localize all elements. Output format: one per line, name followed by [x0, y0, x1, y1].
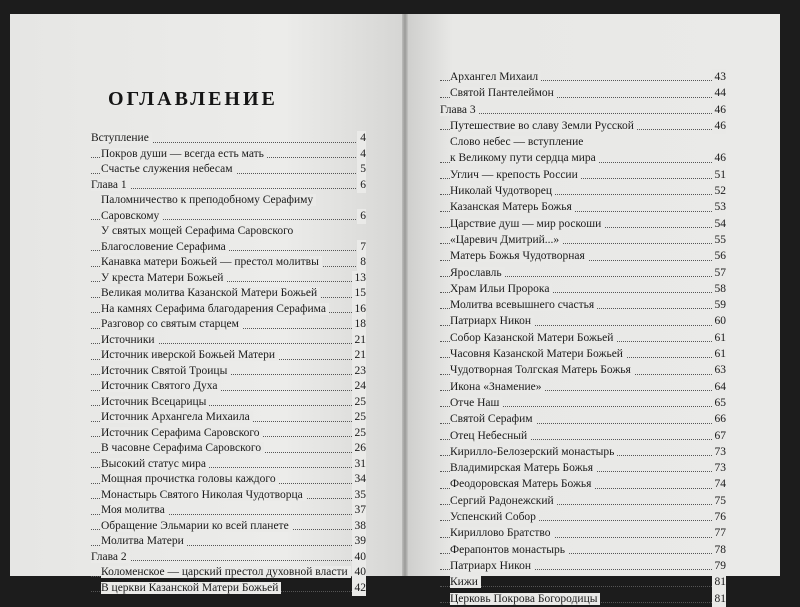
toc-entry-title: Коломенское — царский престол духовной власти	[101, 566, 351, 578]
toc-entry	[91, 410, 366, 426]
toc-entry	[91, 441, 366, 457]
toc-page-number: 78	[712, 542, 727, 558]
toc-entry-title: Благословение Серафима	[101, 241, 229, 253]
toc-entry	[91, 472, 366, 488]
toc-page-number: 18	[352, 317, 367, 333]
toc-entry-title: Молитва всевышнего счастья	[450, 299, 597, 311]
toc-entry	[440, 558, 726, 574]
toc-page-number: 42	[352, 581, 367, 597]
toc-page-number: 53	[712, 199, 727, 215]
toc-leader-dots	[91, 188, 366, 189]
toc-page-number: 59	[712, 297, 727, 313]
toc-page-number: 81	[712, 591, 727, 607]
toc-entry-title: Источник Всецарицы	[101, 396, 209, 408]
toc-entry-title: Углич — крепость России	[450, 169, 581, 181]
toc-entry-title: Святой Серафим	[450, 413, 536, 425]
toc-entry-title: Церковь Покрова Богородицы	[450, 593, 600, 605]
toc-entry	[440, 85, 726, 101]
toc-title: ОГЛАВЛЕНИЕ	[108, 88, 278, 110]
toc-entry-title: Собор Казанской Матери Божьей	[450, 332, 616, 344]
toc-entry-title: Кижи	[450, 576, 481, 588]
toc-entry-title: Икона «Знамение»	[450, 381, 545, 393]
toc-entry	[91, 286, 366, 302]
toc-page-number: 79	[712, 558, 727, 574]
toc-page-number: 34	[352, 472, 367, 488]
toc-entry	[440, 525, 726, 541]
toc-page-number: 4	[357, 131, 366, 147]
book-spread	[10, 14, 780, 605]
toc-page-number: 63	[712, 362, 727, 378]
toc-page-number: 23	[352, 364, 367, 380]
toc-entry	[440, 574, 726, 590]
toc-page-number: 40	[352, 550, 367, 566]
toc-entry	[440, 248, 726, 264]
toc-entry-title: Феодоровская Матерь Божья	[450, 478, 594, 490]
toc-entry	[91, 457, 366, 473]
toc-entry	[440, 313, 726, 329]
toc-entry	[91, 348, 366, 364]
toc-entry-title: «Царевич Дмитрий...»	[450, 234, 562, 246]
toc-entry-title: Источник иверской Божьей Матери	[101, 349, 278, 361]
toc-entry	[91, 209, 366, 225]
toc-page-number: 8	[357, 255, 366, 271]
toc-entry-title: Глава 1	[91, 179, 130, 191]
toc-page-number: 81	[712, 574, 727, 590]
toc-page-number: 16	[352, 302, 367, 318]
toc-page-number: 52	[712, 183, 727, 199]
toc-chapter	[91, 131, 366, 147]
toc-entry-title: Патриарх Никон	[450, 315, 534, 327]
toc-page-number: 46	[712, 102, 727, 118]
toc-entry	[440, 281, 726, 297]
toc-chapter	[91, 178, 366, 194]
toc-page-number: 76	[712, 509, 727, 525]
toc-entry-title: Источник Святой Троицы	[101, 365, 230, 377]
toc-entry-title: На камнях Серафима благодарения Серафима	[101, 303, 329, 315]
toc-entry	[440, 118, 726, 134]
toc-page-number: 25	[352, 426, 367, 442]
toc-entry-title: Успенский Собор	[450, 511, 539, 523]
toc-entry	[91, 395, 366, 411]
toc-entry	[91, 534, 366, 550]
toc-entry-title: Источник Серафима Саровского	[101, 427, 263, 439]
toc-entry-title: Храм Ильи Пророка	[450, 283, 552, 295]
toc-entry	[91, 317, 366, 333]
toc-entry	[440, 69, 726, 85]
toc-entry	[91, 503, 366, 519]
toc-entry-title: Источники	[101, 334, 158, 346]
toc-entry-title: Слово небес — вступление	[450, 136, 586, 148]
toc-entry-title: Саровскому	[101, 210, 162, 222]
toc-entry-title: Молитва Матери	[101, 535, 187, 547]
toc-entry-title: Обращение Эльмарии ко всей планете	[101, 520, 292, 532]
toc-page-number: 74	[712, 476, 727, 492]
toc-entry	[91, 271, 366, 287]
toc-entry-title: Высокий статус мира	[101, 458, 209, 470]
toc-entry	[440, 330, 726, 346]
toc-page-number: 73	[712, 460, 727, 476]
toc-entry-title: Часовня Казанской Матери Божьей	[450, 348, 626, 360]
toc-entry	[440, 476, 726, 492]
toc-page-number: 26	[352, 441, 367, 457]
toc-entry-title: Святой Пантелеймон	[450, 87, 557, 99]
toc-page-number: 65	[712, 395, 727, 411]
toc-entry-title: Канавка матери Божьей — престол молитвы	[101, 256, 322, 268]
toc-page-number: 21	[352, 348, 367, 364]
toc-entry-title: В часовне Серафима Саровского	[101, 442, 264, 454]
toc-page-number: 46	[712, 150, 727, 166]
toc-entry-title: Ферапонтов монастырь	[450, 544, 568, 556]
toc-page-number: 55	[712, 232, 727, 248]
toc-entry	[91, 519, 366, 535]
toc-page-number: 61	[712, 346, 727, 362]
toc-page-number: 44	[712, 85, 727, 101]
toc-page-number: 66	[712, 411, 727, 427]
toc-entry	[440, 362, 726, 378]
toc-entry	[440, 297, 726, 313]
toc-entry	[440, 265, 726, 281]
toc-entry-title: Царствие душ — мир роскоши	[450, 218, 604, 230]
toc-entry-title: Патриарх Никон	[450, 560, 534, 572]
toc-entry-title: Казанская Матерь Божья	[450, 201, 575, 213]
toc-entry-title: Путешествие во славу Земли Русской	[450, 120, 637, 132]
toc-entry	[440, 460, 726, 476]
toc-entry-title: Паломничество к преподобному Серафиму	[101, 194, 316, 206]
toc-entry-title: Моя молитва	[101, 504, 168, 516]
toc-entry	[91, 333, 366, 349]
toc-page-number: 25	[352, 395, 367, 411]
toc-page-number: 43	[712, 69, 727, 85]
toc-entry	[440, 428, 726, 444]
left-page	[10, 14, 402, 594]
toc-entry	[440, 493, 726, 509]
toc-entry	[91, 147, 366, 163]
toc-chapter	[440, 102, 726, 118]
toc-entry	[440, 395, 726, 411]
toc-entry-title: к Великому пути сердца мира	[450, 152, 599, 164]
right-page	[408, 14, 780, 605]
toc-entry	[440, 150, 726, 166]
toc-entry	[440, 509, 726, 525]
toc-entry	[91, 565, 366, 581]
toc-entry-title: Матерь Божья Чудотворная	[450, 250, 588, 262]
toc-page-number: 13	[352, 271, 367, 287]
toc-entry	[440, 199, 726, 215]
toc-page-number: 35	[352, 488, 367, 504]
toc-page-number: 73	[712, 444, 727, 460]
toc-entry-title: У креста Матери Божьей	[101, 272, 226, 284]
toc-page-number: 56	[712, 248, 727, 264]
toc-entry	[440, 183, 726, 199]
toc-entry-title: У святых мощей Серафима Саровского	[101, 225, 296, 237]
toc-page-number: 60	[712, 313, 727, 329]
toc-page-number: 5	[357, 162, 366, 178]
toc-entry-title: Глава 3	[440, 104, 479, 116]
toc-page-number: 15	[352, 286, 367, 302]
toc-entry	[91, 379, 366, 395]
toc-page-number: 64	[712, 379, 727, 395]
toc-entry-title: Кирилло-Белозерский монастырь	[450, 446, 617, 458]
toc-entry-title: Мощная прочистка головы каждого	[101, 473, 279, 485]
toc-entry-title: Сергий Радонежский	[450, 495, 557, 507]
toc-leader-dots	[440, 113, 726, 114]
toc-entry-title: Великая молитва Казанской Матери Божьей	[101, 287, 320, 299]
toc-entry-title: Владимирская Матерь Божья	[450, 462, 596, 474]
toc-entry-title: Вступление	[91, 132, 152, 144]
toc-page-number: 67	[712, 428, 727, 444]
toc-entry	[440, 216, 726, 232]
toc-entry-title: Покров души — всегда есть мать	[101, 148, 267, 160]
toc-page-number: 51	[712, 167, 727, 183]
toc-page-number: 57	[712, 265, 727, 281]
toc-page-number: 6	[357, 178, 366, 194]
toc-page-number: 6	[357, 209, 366, 225]
toc-entry	[91, 162, 366, 178]
toc-entry	[91, 426, 366, 442]
toc-entry	[91, 193, 366, 209]
toc-page-number: 77	[712, 525, 727, 541]
toc-page-number: 40	[352, 565, 367, 581]
toc-page-number: 24	[352, 379, 367, 395]
toc-entry-title: Разговор со святым старцем	[101, 318, 242, 330]
toc-page-number: 25	[352, 410, 367, 426]
toc-entry-title: Чудотворная Толгская Матерь Божья	[450, 364, 634, 376]
toc-entry-title: Источник Святого Духа	[101, 380, 221, 392]
toc-page-number: 46	[712, 118, 727, 134]
toc-entry	[440, 591, 726, 607]
toc-entry	[440, 542, 726, 558]
toc-page-number: 61	[712, 330, 727, 346]
toc-entry	[91, 224, 366, 240]
toc-entry-title: Монастырь Святого Николая Чудотворца	[101, 489, 306, 501]
toc-page-number: 4	[357, 147, 366, 163]
toc-entry	[440, 379, 726, 395]
toc-page-number: 38	[352, 519, 367, 535]
toc-leader-dots	[91, 560, 366, 561]
toc-list-left	[91, 131, 366, 596]
toc-entry-title: Счастье служения небесам	[101, 163, 236, 175]
toc-entry	[440, 346, 726, 362]
toc-entry	[91, 488, 366, 504]
toc-entry	[91, 302, 366, 318]
toc-entry-title: Отче Наш	[450, 397, 502, 409]
toc-entry-title: Источник Архангела Михаила	[101, 411, 253, 423]
toc-entry	[440, 411, 726, 427]
toc-entry	[91, 364, 366, 380]
toc-chapter	[91, 550, 366, 566]
toc-entry-title: Ярославль	[450, 267, 505, 279]
toc-entry	[91, 255, 366, 271]
toc-entry	[440, 167, 726, 183]
toc-entry	[440, 134, 726, 150]
toc-leader-dots	[440, 586, 726, 587]
toc-entry	[440, 444, 726, 460]
toc-list-right	[440, 69, 726, 607]
toc-page-number: 7	[357, 240, 366, 256]
toc-page-number: 58	[712, 281, 727, 297]
toc-page-number: 21	[352, 333, 367, 349]
toc-entry-title: Глава 2	[91, 551, 130, 563]
toc-entry-title: Отец Небесный	[450, 430, 530, 442]
toc-entry-title: Архангел Михаил	[450, 71, 541, 83]
toc-page-number: 75	[712, 493, 727, 509]
toc-entry	[440, 232, 726, 248]
toc-entry-title: Кириллово Братство	[450, 527, 554, 539]
toc-entry-title: В церкви Казанской Матери Божьей	[101, 582, 281, 594]
toc-page-number: 31	[352, 457, 367, 473]
toc-entry	[91, 240, 366, 256]
toc-entry-title: Николай Чудотворец	[450, 185, 555, 197]
toc-page-number: 54	[712, 216, 727, 232]
toc-page-number: 37	[352, 503, 367, 519]
toc-page-number: 39	[352, 534, 367, 550]
